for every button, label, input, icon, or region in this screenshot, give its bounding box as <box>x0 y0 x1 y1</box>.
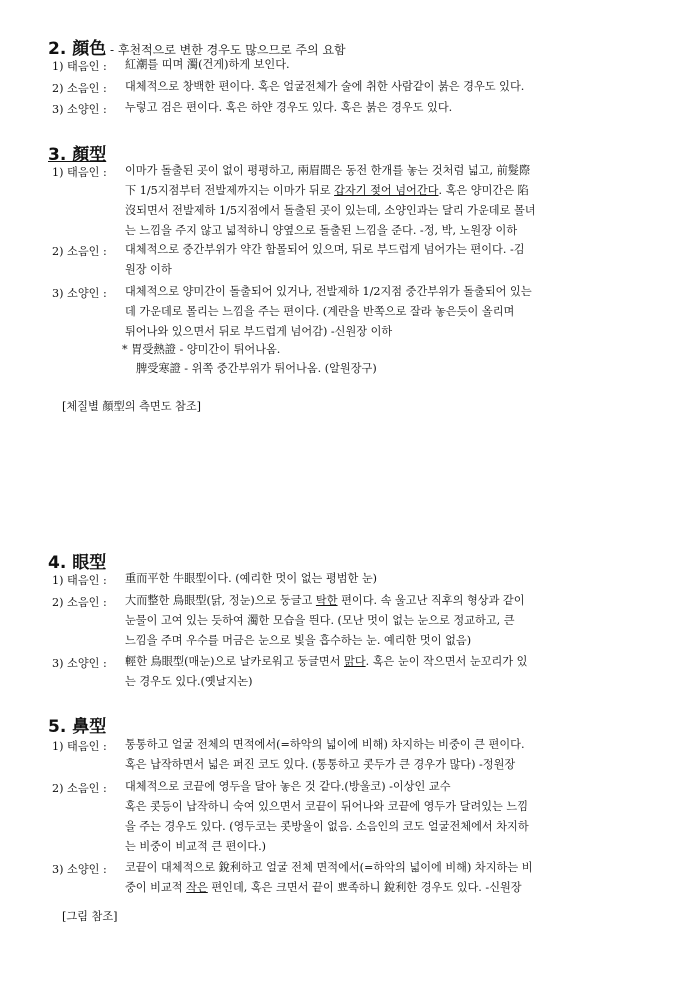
item-label: 2) 소음인 : <box>52 596 107 609</box>
item-text: 느낌을 주며 우수를 머금은 눈으로 빛을 흡수하는 눈. 예리한 멋이 없음) <box>125 634 472 647</box>
item-label: 1) 태음인 : <box>52 60 107 73</box>
item-text: 는 느낌을 주지 않고 넓적하니 양옆으로 돌출된 느낌을 준다. -정, 박, 노원장 이하 <box>125 224 518 237</box>
item-text: 중이 비교적 작은 편인데, 혹은 크면서 끝이 뾰족하니 銳利한 경우도 있다. -신원장 <box>125 881 522 894</box>
item-text: 紅潮를 띠며 濁(건게)하게 보인다. <box>125 58 290 71</box>
item-text: 輕한 鳥眼型(매눈)으로 날카로워고 둥글면서 맑다. 혹은 눈이 작으면서 눈꼬리가 있 <box>125 655 528 668</box>
item-text: 는 경우도 있다.(옛날지논) <box>125 675 253 688</box>
item-text: 重而平한 牛眼型이다. (예리한 멋이 없는 평범한 눈) <box>125 572 378 585</box>
item-text: 누렇고 검은 편이다. 혹은 하얀 경우도 있다. 혹은 붉은 경우도 있다. <box>125 101 453 114</box>
underlined-text: 탁한 <box>315 594 338 607</box>
item-text: 혹은 콧등이 납작하니 숙여 있으면서 코끝이 뒤어나와 코끝에 영두가 달려있는 느낌 <box>125 800 529 813</box>
underlined-text: 작은 <box>186 881 208 894</box>
item-text: 눈물이 고여 있는 듯하여 濁한 모습을 띈다. (모난 멋이 없는 눈으로 정교하고, 큰 <box>125 614 515 627</box>
section-4-title: 4. 眼型 <box>48 553 107 573</box>
reference-note: [그림 참조] <box>62 910 118 923</box>
underlined-text: 맑다 <box>344 655 366 668</box>
item-text: 대체적으로 중간부위가 약간 함몰되어 있으며, 뒤로 부드럽게 넘어가는 편이다. -김 <box>125 243 525 256</box>
note-line: 脾受寒證 - 위쪽 중간부위가 튀어나옴. (알원장구) <box>136 362 377 375</box>
item-text: 혹은 납작하면서 넓은 퍼진 코도 있다. (통통하고 콧두가 큰 경우가 많다) -정원장 <box>125 758 516 771</box>
item-label: 3) 소양인 : <box>52 287 107 300</box>
item-text: 沒되면서 전발제하 1/5지점에서 돌출된 곳이 있는데, 소양인과는 달리 가운데로 몰녀 <box>125 204 536 217</box>
item-text: 코끝이 대체적으로 銳利하고 얼굴 전체 면적에서(=하악의 넓이에 비해) 차지하는 비 <box>125 861 533 874</box>
reference-note: [체질별 顏型의 측면도 참조] <box>62 400 202 413</box>
note-line: * 胃受熱證 - 양미간이 튀어나옴. <box>122 343 281 356</box>
item-text: 데 가운데로 몰리는 느낌을 주는 편이다. (계란을 반쪽으로 잘라 놓은듯이 올리며 <box>125 305 515 318</box>
underlined-text: 갑자기 젖어 넘어간다 <box>334 184 439 197</box>
section-5-title: 5. 鼻型 <box>48 717 107 737</box>
item-text: 튀어나와 있으면서 뒤로 부드럽게 넘어감) -신원장 이하 <box>125 325 393 338</box>
section-2-note: - 후천적으로 변한 경우도 많으므로 주의 요함 <box>106 43 346 57</box>
item-text: 통통하고 얼굴 전체의 면적에서(=하악의 넓이에 비해) 차지하는 비중이 큰 편이다. <box>125 738 525 751</box>
item-text: 대체적으로 창백한 편이다. 혹은 얼굴전체가 술에 취한 사람같이 붉은 경우도 있다. <box>125 80 525 93</box>
item-text: 大而整한 鳥眼型(닭, 정눈)으로 둥글고 탁한 편이다. 속 울고난 직후의 형상과 같이 <box>125 594 525 607</box>
item-label: 2) 소음인 : <box>52 782 107 795</box>
item-label: 3) 소양인 : <box>52 657 107 670</box>
item-text: 을 주는 경우도 있다. (영두코는 콧방울이 없음. 소음인의 코도 얼굴전체에서 차지하 <box>125 820 529 833</box>
section-2-heading <box>48 34 346 59</box>
item-label: 1) 태음인 : <box>52 740 107 753</box>
item-text: 下 1/5지점부터 전발제까지는 이마가 뒤로 갑자기 젖어 넘어간다. 혹은 양미간은 陷 <box>125 184 529 197</box>
item-label: 2) 소음인 : <box>52 245 107 258</box>
item-label: 3) 소양인 : <box>52 103 107 116</box>
item-label: 2) 소음인 : <box>52 82 107 95</box>
item-text: 는 비중이 비교적 큰 편이다.) <box>125 840 267 853</box>
section-2-title: 2. 顔色 <box>48 39 107 59</box>
item-text: 원장 이하 <box>125 263 172 276</box>
item-text: 대체적으로 코끝에 영두을 달아 놓은 것 같다.(방울코) -이상인 교수 <box>125 780 451 793</box>
item-label: 1) 태음인 : <box>52 574 107 587</box>
section-3-title: 3. 顏型 <box>48 145 107 165</box>
item-label: 3) 소양인 : <box>52 863 107 876</box>
item-text: 대체적으로 양미간이 돌출되어 있거나, 전발제하 1/2지점 중간부위가 돌출되어 있는 <box>125 285 532 298</box>
item-label: 1) 태음인 : <box>52 166 107 179</box>
item-text: 이마가 돌출된 곳이 없이 평평하고, 兩眉間은 동전 한개를 놓는 것처럼 넓고, 前髮際 <box>125 164 531 177</box>
